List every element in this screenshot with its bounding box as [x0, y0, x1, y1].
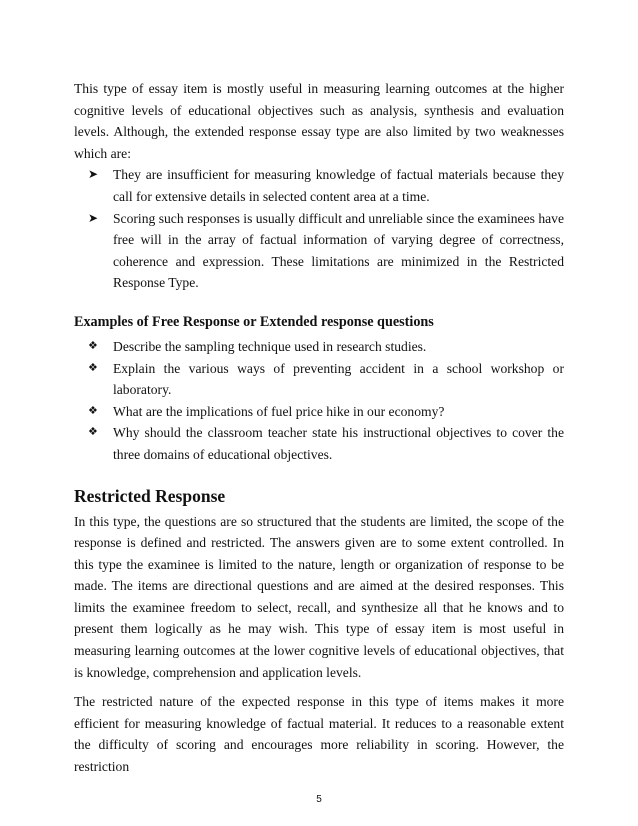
list-item — [74, 208, 564, 294]
diamond-bullet-icon: ❖ — [88, 361, 98, 374]
example-text: Describe the sampling technique used in research studies. — [113, 338, 427, 354]
page-number: 5 — [316, 794, 322, 805]
diamond-bullet-icon: ❖ — [88, 339, 98, 352]
arrow-bullet-icon: ➤ — [88, 167, 99, 182]
example-text: Explain the various ways of preventing accident in a school workshop or laboratory. — [113, 360, 564, 398]
intro-paragraph: This type of essay item is mostly useful in measuring learning outcomes at the higher cognitive levels of educational objectives such as analysis, synthesis and evaluation levels. Although, the extended response essay type are also limited by two weaknesses which are: — [74, 81, 564, 161]
restricted-paragraph-1: In this type, the questions are so structured that the students are limited, the scope of the response is defined and restricted. The answers given are to some extent controlled. In this type the examinee is limited to the nature, length or organization of response to be made. The items are directional questions and are aimed at the desired responses. This limits the examinee freedom to select, recall, and synthesize all that he knows and to present them logically as he may wish. This type of essay item is most useful in measuring learning outcomes at the lower cognitive levels of educational objectives, that is knowledge, comprehension and application levels. — [74, 513, 564, 680]
diamond-bullet-icon: ❖ — [88, 404, 98, 417]
example-text: What are the implications of fuel price hike in our economy? — [113, 403, 445, 419]
arrow-bullet-icon: ➤ — [88, 210, 99, 225]
weakness-text: Scoring such responses is usually difficult and unreliable since the examinees have free will in the array of factual information of varying degree of correctness, coherence and expression. These limitations are minimized in the Restricted Response Type. — [113, 210, 564, 291]
list-item — [74, 422, 564, 465]
examples-heading: Examples of Free Response or Extended response questions — [74, 313, 434, 330]
diamond-bullet-icon: ❖ — [88, 426, 98, 439]
list-item — [74, 164, 564, 207]
restricted-paragraph-2: The restricted nature of the expected response in this type of items makes it more efficient for measuring knowledge of factual material. It reduces to a reasonable extent the difficulty of scoring and encourages more reliability in scoring. However, the restriction — [74, 694, 564, 775]
restricted-response-heading: Restricted Response — [74, 485, 226, 506]
example-text: Why should the classroom teacher state his instructional objectives to cover the three domains of educational objectives. — [113, 425, 564, 462]
document-page — [74, 78, 564, 778]
examples-list — [74, 336, 564, 466]
weakness-text: They are insufficient for measuring knowledge of factual materials because they call for extensive details in selected content area at a time. — [113, 167, 564, 204]
list-item — [74, 401, 564, 423]
weaknesses-list — [74, 164, 564, 294]
list-item — [74, 336, 564, 358]
list-item — [74, 358, 564, 401]
